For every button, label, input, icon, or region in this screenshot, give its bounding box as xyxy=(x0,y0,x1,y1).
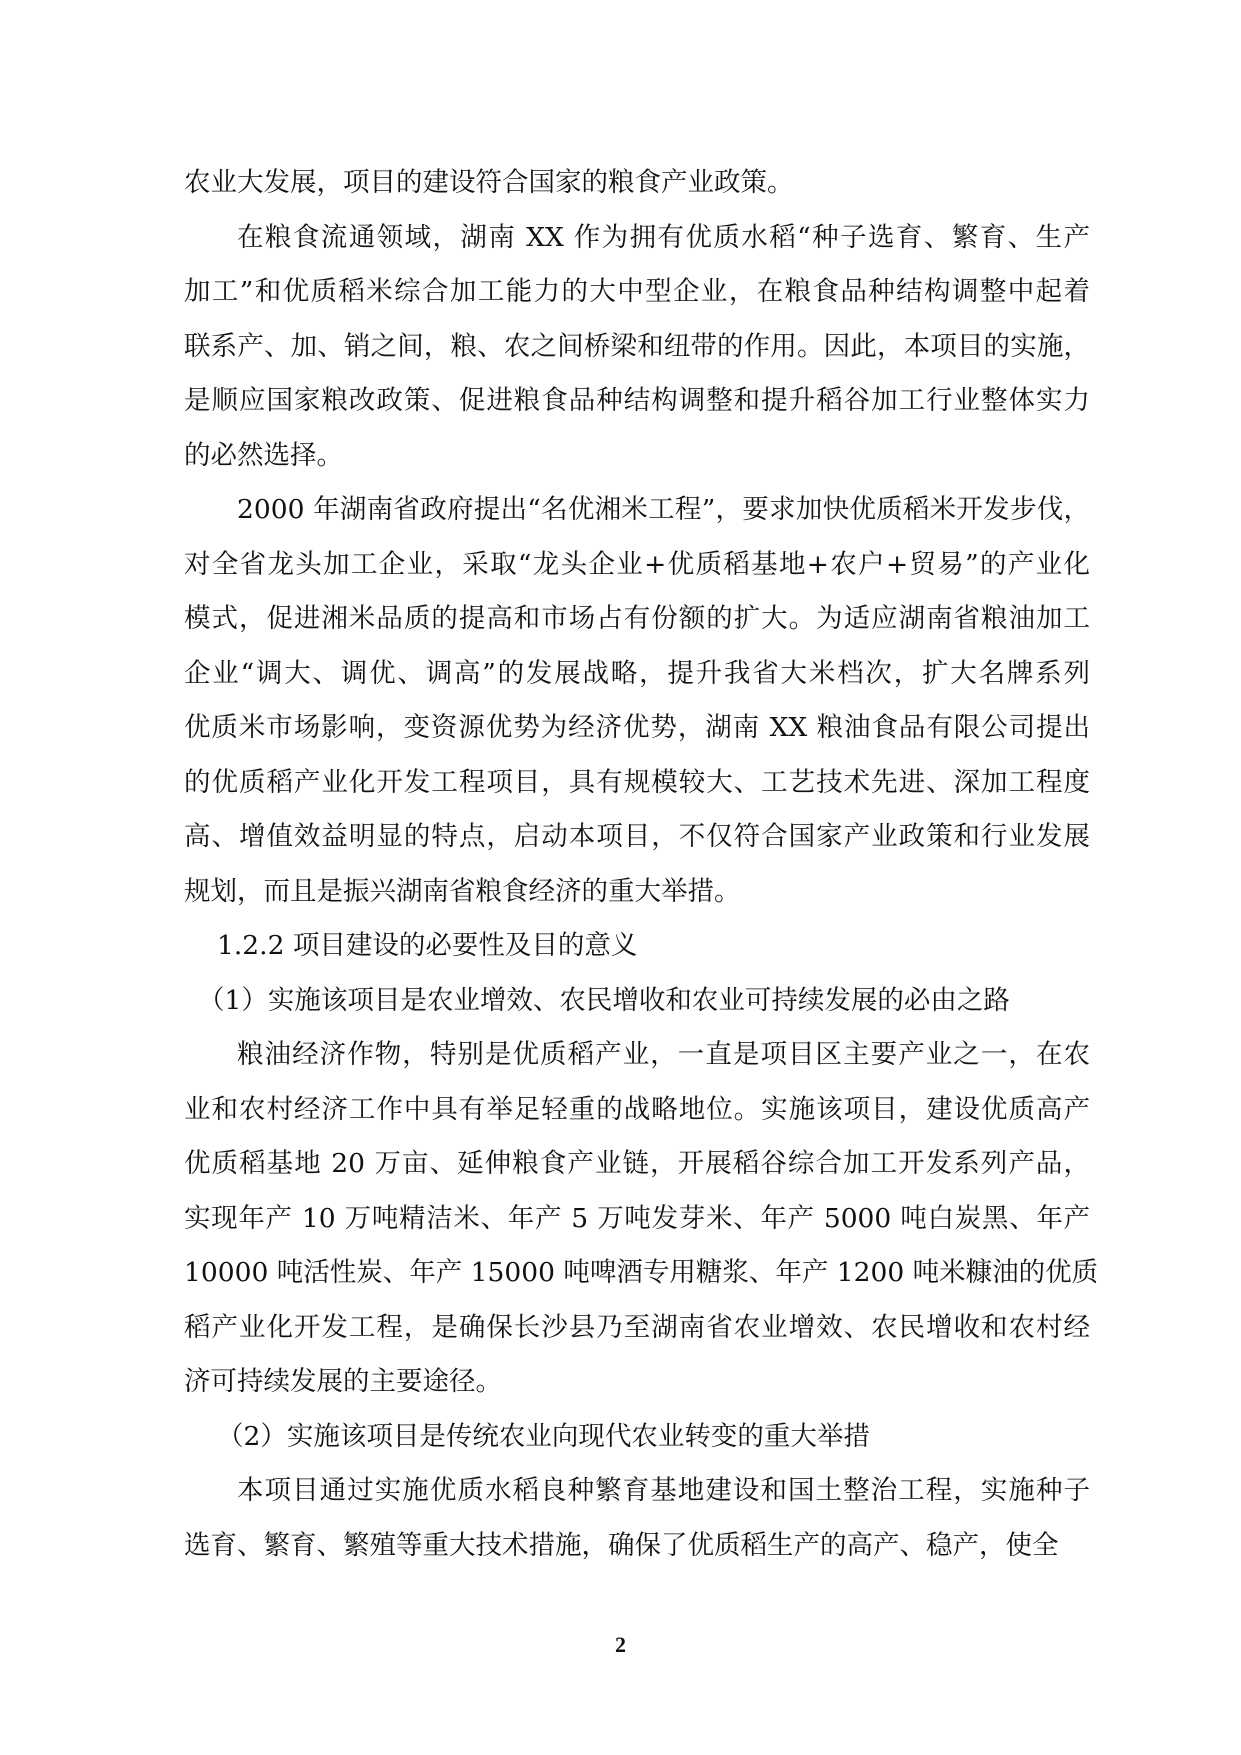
text-line: 在粮食流通领域，湖南 XX 作为拥有优质水稻“种子选育、繁育、生产 xyxy=(237,221,1090,253)
text-line: 实现年产 10 万吨精洁米、年产 5 万吨发芽米、年产 5000 吨白炭黑、年产 xyxy=(184,1202,1090,1234)
paragraph-grain-circulation xyxy=(184,211,1090,484)
text-line: 稻产业化开发工程，是确保长沙县乃至湖南省农业增效、农民增收和农村经 xyxy=(184,1311,1090,1343)
text-line: 粮油经济作物，特别是优质稻产业，一直是项目区主要产业之一，在农 xyxy=(237,1039,1090,1070)
paragraph-policy-conclusion xyxy=(184,156,1090,211)
text-line: 对全省龙头加工企业，采取“龙头企业+优质稻基地+农户+贸易”的产业化 xyxy=(184,548,1090,580)
page-number: 2 xyxy=(615,1632,626,1657)
text-line: 规划，而且是振兴湖南省粮食经济的重大举措。 xyxy=(184,875,741,907)
paragraph-seed-breeding xyxy=(184,1464,1090,1573)
subheading: （2）实施该项目是传统农业向现代农业转变的重大举措 xyxy=(217,1420,870,1452)
text-line: 10000 吨活性炭、年产 15000 吨啤酒专用糖浆、年产 1200 吨米糠油的优质 xyxy=(184,1257,1099,1288)
text-line: 济可持续发展的主要途径。 xyxy=(184,1366,502,1397)
subheading-2 xyxy=(184,1410,1090,1465)
text-line: 选育、繁育、繁殖等重大技术措施，确保了优质稻生产的高产、稳产，使全 xyxy=(184,1529,1059,1561)
text-line: 的优质稻产业化开发工程项目，具有规模较大、工艺技术先进、深加工程度 xyxy=(184,766,1090,798)
section-heading-1-2-2 xyxy=(184,919,1090,974)
paragraph-grain-oil-crops xyxy=(184,1028,1099,1410)
text-line: 加工”和优质稻米综合加工能力的大中型企业，在粮食品种结构调整中起着 xyxy=(184,276,1090,307)
text-line: 模式，促进湘米品质的提高和市场占有份额的扩大。为适应湖南省粮油加工 xyxy=(184,603,1090,634)
section-heading: 1.2.2 项目建设的必要性及目的意义 xyxy=(217,930,638,961)
text-line: 优质米市场影响，变资源优势为经济优势，湖南 XX 粮油食品有限公司提出 xyxy=(184,712,1090,743)
text-line: 本项目通过实施优质水稻良种繁育基地建设和国土整治工程，实施种子 xyxy=(237,1475,1090,1506)
text-line: 2000 年湖南省政府提出“名优湘米工程”，要求加快优质稻米开发步伐， xyxy=(237,494,1090,525)
text-line: 的必然选择。 xyxy=(184,439,343,471)
document-body xyxy=(184,156,1099,1573)
subheading-1 xyxy=(184,974,1090,1029)
subheading: （1）实施该项目是农业增效、农民增收和农业可持续发展的必由之路 xyxy=(198,984,1010,1016)
text-line: 优质稻基地 20 万亩、延伸粮食产业链，开展稻谷综合加工开发系列产品， xyxy=(184,1148,1090,1179)
text-line: 联系产、加、销之间，粮、农之间桥梁和纽带的作用。因此，本项目的实施， xyxy=(184,330,1090,362)
text-line: 业和农村经济工作中具有举足轻重的战略地位。实施该项目，建设优质高产 xyxy=(184,1093,1090,1125)
text-line: 高、增值效益明显的特点，启动本项目，不仅符合国家产业政策和行业发展 xyxy=(184,821,1090,852)
text-line: 农业大发展，项目的建设符合国家的粮食产业政策。 xyxy=(184,167,794,198)
paragraph-hunan-rice-project xyxy=(184,483,1090,919)
text-line: 企业“调大、调优、调高”的发展战略，提升我省大米档次，扩大名牌系列 xyxy=(184,657,1090,689)
text-line: 是顺应国家粮改政策、促进粮食品种结构调整和提升稻谷加工行业整体实力 xyxy=(184,385,1090,416)
